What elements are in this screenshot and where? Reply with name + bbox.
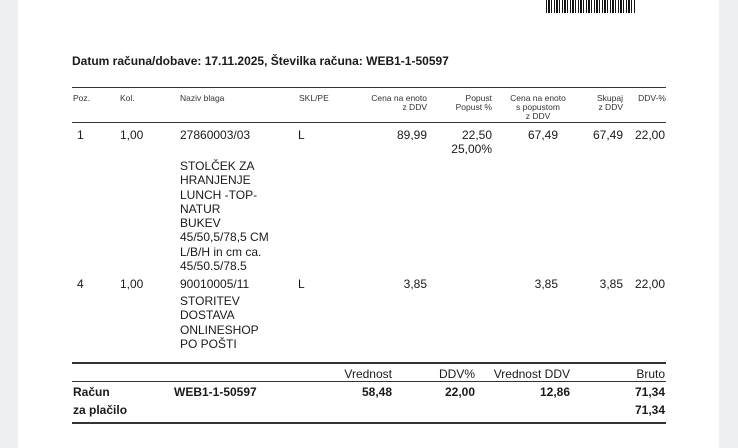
item-popust: 22,50 [461, 128, 492, 142]
col-header-cena-popust: Cena na enoto s popustom z DDV [510, 93, 566, 121]
item-kol: 1,00 [120, 128, 144, 142]
col-header-kol: Kol. [120, 93, 135, 103]
col-header-skupaj: Skupaj z DDV [597, 93, 623, 112]
item-code: 90010005/11 [180, 277, 250, 291]
summary-header-bruto: Bruto [636, 367, 665, 381]
invoice-title: Datum računa/dobave: 17.11.2025, Številka računa: WEB1-1-50597 [72, 54, 449, 68]
item-skl: L [298, 277, 305, 291]
summary-label-za-placilo: za plačilo [73, 403, 128, 417]
summary-invoice-number: WEB1-1-50597 [174, 385, 257, 399]
item-kol: 1,00 [120, 277, 144, 291]
item-poz: 4 [77, 277, 84, 291]
item-description: STOLČEK ZA HRANJENJE LUNCH -TOP- NATUR BUKEV 45/50,5/78,5 CM L/B/H in cm ca. 45/50.5/78.5 [180, 159, 269, 274]
table-header-rule [72, 122, 666, 123]
summary-top-rule [72, 362, 666, 364]
item-skupaj: 3,85 [599, 277, 623, 291]
col-header-skl: SKL/PE [299, 93, 329, 103]
item-cena: 3,85 [403, 277, 427, 291]
summary-bottom-rule [72, 422, 666, 424]
summary-label-racun: Račun [73, 385, 110, 399]
item-skl: L [298, 128, 305, 142]
col-header-poz: Poz. [73, 93, 91, 103]
col-header-ddv: DDV-% [638, 93, 666, 103]
summary-bruto: 71,34 [634, 385, 665, 399]
summary-vrednost-ddv: 12,86 [539, 385, 570, 399]
item-description: STORITEV DOSTAVA ONLINESHOP PO POŠTI [180, 294, 259, 351]
summary-header-vrednost: Vrednost [344, 367, 392, 381]
item-cena-popust: 67,49 [527, 128, 558, 142]
item-skupaj: 67,49 [592, 128, 623, 142]
summary-header-rule [72, 381, 666, 382]
item-popust-pct: 25,00% [451, 142, 492, 156]
col-header-naziv: Naziv blaga [180, 93, 225, 103]
item-poz: 1 [77, 128, 84, 142]
item-ddv: 22,00 [634, 128, 665, 142]
item-cena: 89,99 [396, 128, 427, 142]
col-header-cena: Cena na enoto z DDV [371, 93, 427, 112]
barcode [546, 0, 636, 13]
summary-header-vrednost-ddv: Vrednost DDV [493, 367, 570, 381]
table-top-rule [72, 87, 666, 88]
summary-za-placilo: 71,34 [634, 403, 665, 417]
col-header-popust: Popust Popust % [455, 93, 492, 112]
summary-ddv-pct: 22,00 [444, 385, 475, 399]
item-ddv: 22,00 [634, 277, 665, 291]
item-cena-popust: 3,85 [534, 277, 558, 291]
item-code: 27860003/03 [180, 128, 251, 142]
summary-vrednost: 58,48 [361, 385, 392, 399]
summary-header-ddv-pct: DDV% [438, 367, 475, 381]
invoice-sheet [18, 0, 719, 448]
